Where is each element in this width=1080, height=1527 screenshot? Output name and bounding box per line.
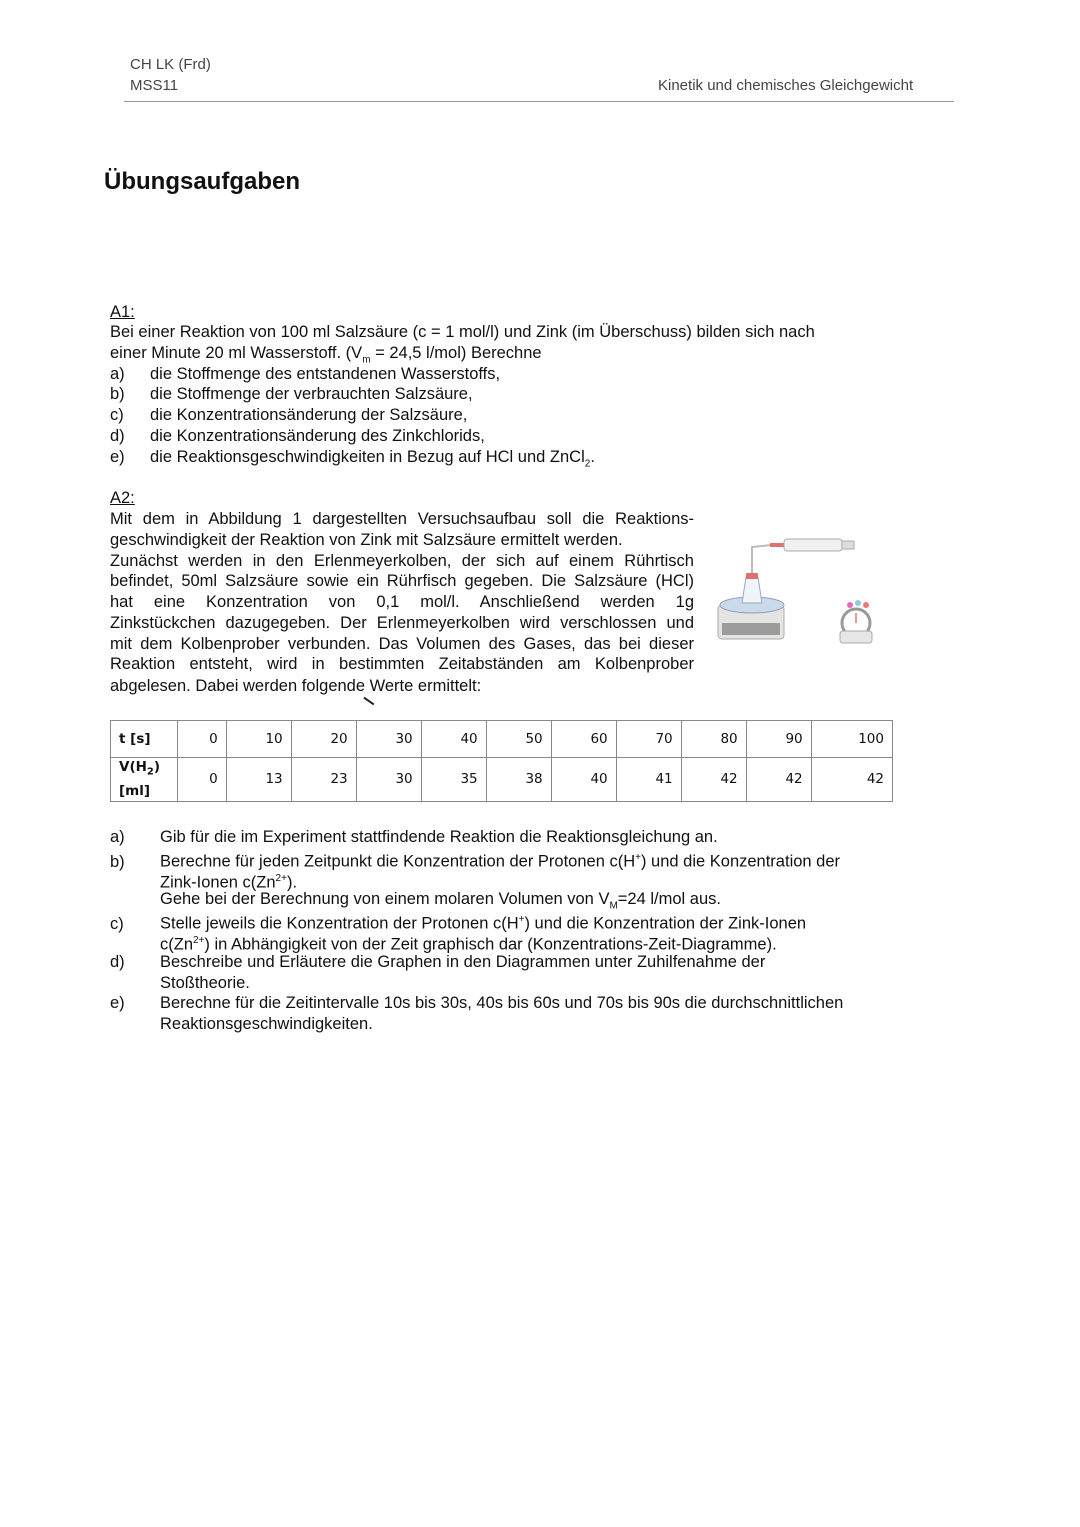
task-a1-item: d) die Konzentrationsänderung des Zinkchlorids, bbox=[110, 427, 485, 445]
row-header-time: t [s] bbox=[111, 721, 178, 758]
task-a2-text-line: geschwindigkeit der Reaktion von Zink mit Salzsäure ermittelt werden. bbox=[110, 531, 623, 549]
table-cell: 42 bbox=[681, 758, 746, 802]
table-cell: 0 bbox=[178, 721, 227, 758]
task-a1-item: e) die Reaktionsgeschwindigkeiten in Bezug auf HCl und ZnCl$_2$. bbox=[110, 448, 595, 470]
task-a2-text-line: abgelesen. Dabei werden folgende Werte ermittelt: bbox=[110, 677, 482, 695]
table-cell: 40 bbox=[421, 721, 486, 758]
task-a1-intro: einer Minute 20 ml Wasserstoff. ($V_m = 24,5$ l/mol) Berechne bbox=[110, 344, 542, 366]
task-a1-heading: A1: bbox=[110, 303, 135, 321]
level-label: MSS11 bbox=[130, 77, 179, 94]
task-a2-heading: A2: bbox=[110, 489, 135, 507]
task-a2-item-d: d) Beschreibe und Erläutere die Graphen in den Diagrammen unter Zuhilfenahme der bbox=[110, 953, 766, 971]
table-cell: 13 bbox=[226, 758, 291, 802]
topic-label: Kinetik und chemisches Gleichgewicht bbox=[658, 77, 914, 94]
task-a2-item-e-line: Reaktionsgeschwindigkeiten. bbox=[160, 1015, 373, 1033]
table-cell: 42 bbox=[811, 758, 892, 802]
row-header-volume: $V(H_2)$ [ml] bbox=[111, 758, 178, 802]
table-cell: 10 bbox=[226, 721, 291, 758]
table-row-volume bbox=[111, 758, 893, 802]
table-cell: 23 bbox=[291, 758, 356, 802]
task-a1-intro: Bei einer Reaktion von 100 ml Salzsäure (c = 1 mol/l) und Zink (im Überschuss) bilden sich nach bbox=[110, 323, 815, 341]
course-label: CH LK (Frd) bbox=[130, 56, 211, 73]
table-cell: 20 bbox=[291, 721, 356, 758]
table-cell: 100 bbox=[811, 721, 892, 758]
table-cell: 35 bbox=[421, 758, 486, 802]
task-a2-item-b-line: Gehe bei der Berechnung von einem molaren Volumen von $V_M=24$ l/mol aus. bbox=[160, 890, 721, 912]
table-cell: 90 bbox=[746, 721, 811, 758]
experiment-setup-illustration bbox=[712, 535, 902, 650]
task-a2-text-line: Zunächst werden in den Erlenmeyerkolben, der sich auf einem Rührtisch bbox=[110, 552, 694, 570]
table-row-time bbox=[111, 721, 893, 758]
task-a2-text-line: Zinkstückchen dazugegeben. Der Erlenmeyerkolben wird verschlossen und bbox=[110, 614, 694, 632]
table-cell: 30 bbox=[356, 721, 421, 758]
task-a2-item-a: a) Gib für die im Experiment stattfindende Reaktion die Reaktionsgleichung an. bbox=[110, 828, 718, 846]
table-cell: 0 bbox=[178, 758, 227, 802]
table-cell: 60 bbox=[551, 721, 616, 758]
task-a2-item-c: c) Stelle jeweils die Konzentration der Protonen c(H+) und die Konzentration der Zink-Ionen bbox=[110, 914, 807, 933]
table-cell: 38 bbox=[486, 758, 551, 802]
task-a2-text-line: befindet, 50ml Salzsäure sowie ein Rührfisch gegeben. Die Salzsäure (HCl) bbox=[110, 572, 694, 590]
task-a2-text-line: mit dem Kolbenprober verbunden. Das Volumen des Gases, das bei dieser bbox=[110, 635, 694, 653]
table-cell: 70 bbox=[616, 721, 681, 758]
task-a2-item-c-line: $c(Zn^{2+})$ in Abhängigkeit von der Zeit graphisch dar (Konzentrations-Zeit-Diagramme). bbox=[160, 935, 777, 954]
table-cell: 30 bbox=[356, 758, 421, 802]
task-a2-text-line: Reaktion entsteht, wird in bestimmten Zeitabständen am Kolbenprober bbox=[110, 655, 694, 673]
table-cell: 50 bbox=[486, 721, 551, 758]
task-a2-item-d-line: Stoßtheorie. bbox=[160, 974, 250, 992]
task-a2-item-b: b) Berechne für jeden Zeitpunkt die Konzentration der Protonen c(H+) und die Konzentration der bbox=[110, 852, 841, 871]
pen-mark bbox=[364, 697, 375, 705]
task-a2-text-line: Mit dem in Abbildung 1 dargestellten Versuchsaufbau soll die Reaktions- bbox=[110, 510, 694, 528]
table-cell: 40 bbox=[551, 758, 616, 802]
task-a1-item: a) die Stoffmenge des entstandenen Wasserstoffs, bbox=[110, 365, 501, 383]
page-title: Übungsaufgaben bbox=[104, 168, 300, 195]
table-cell: 41 bbox=[616, 758, 681, 802]
task-a2-item-b-line: Zink-Ionen $c(Zn^{2+})$. bbox=[160, 873, 298, 892]
task-a2-item-e: e) Berechne für die Zeitintervalle 10s bis 30s, 40s bis 60s und 70s bis 90s die durchschnittlichen bbox=[110, 994, 844, 1012]
measurement-table bbox=[110, 720, 893, 802]
header-divider bbox=[124, 101, 954, 102]
task-a1-item: b) die Stoffmenge der verbrauchten Salzsäure, bbox=[110, 385, 473, 403]
table-cell: 42 bbox=[746, 758, 811, 802]
task-a1-item: c) die Konzentrationsänderung der Salzsäure, bbox=[110, 406, 468, 424]
table-cell: 80 bbox=[681, 721, 746, 758]
task-a2-text-line: hat eine Konzentration von 0,1 mol/l. Anschließend werden 1g bbox=[110, 593, 694, 611]
